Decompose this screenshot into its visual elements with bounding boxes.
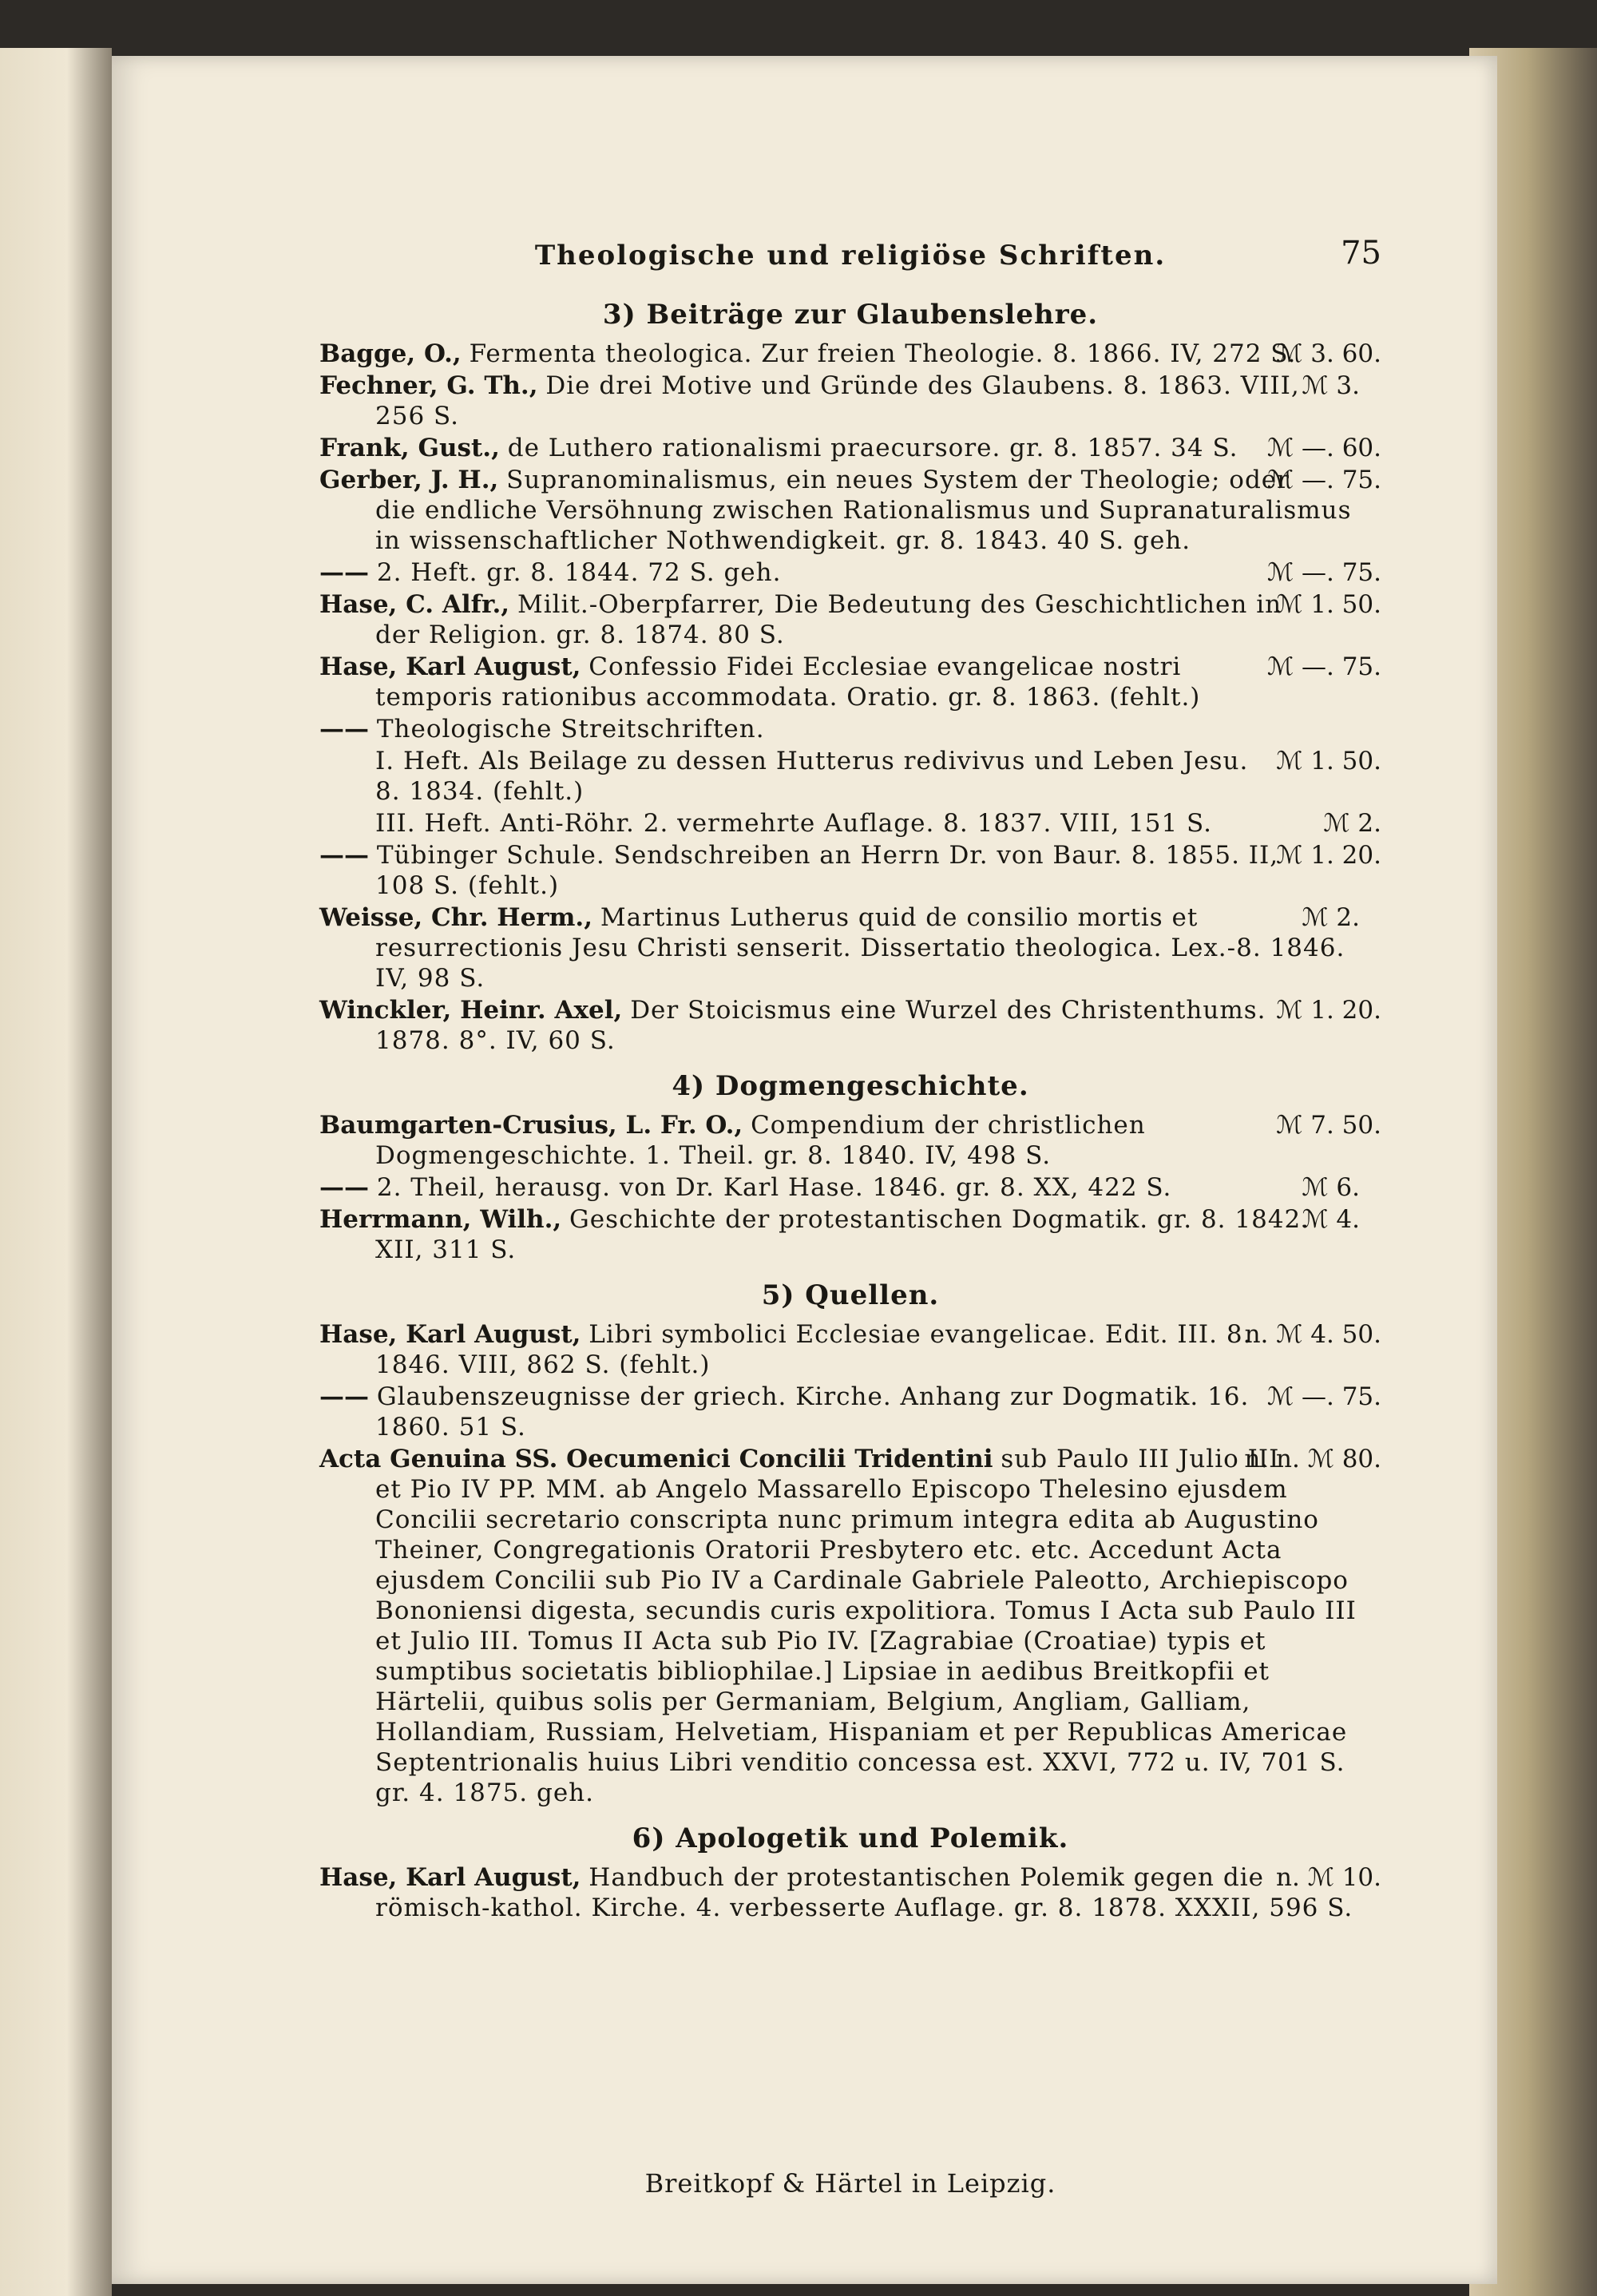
entry-author: Frank, Gust., (319, 434, 500, 462)
entry-text: Theologische Streitschriften. (376, 715, 765, 744)
entry-text: Confessio Fidei Ecclesiae evangelicae nostri temporis rationibus accommodata. Oratio. gr. 8. 1863. (fehlt.) (375, 652, 1201, 712)
catalog-entry (319, 995, 1381, 1056)
catalog-entry (319, 1110, 1381, 1171)
entry-price: ℳ 1. 50. (1276, 747, 1381, 775)
entry-text: de Luthero rationalismi praecursore. gr. 8. 1857. 34 S. (507, 434, 1238, 462)
catalog-entry (319, 465, 1381, 556)
entry-price: n. n. ℳ 80. (1244, 1445, 1381, 1473)
entry-text: I. Heft. Als Beilage zu dessen Hutterus redivivus und Leben Jesu. 8. 1834. (fehlt.) (375, 747, 1249, 806)
entry-price: ℳ —. 60. (1266, 434, 1381, 462)
catalog-entry (319, 1862, 1381, 1923)
catalog-entry (319, 1319, 1381, 1380)
left-page-edge (0, 48, 112, 2296)
entry-text: Martinus Lutherus quid de consilio mortis et resurrectionis Jesu Christi senserit. Dissertatio theologica. Lex.-8. 1846. IV, 98 S. (375, 903, 1345, 993)
entry-text: sub Paulo III Julio III et Pio IV PP. MM. ab Angelo Massarello Episcopo Thelesino ejusdem Concilii secretario conscripta nunc primum integra edita ab Augustino Theiner, Congregationis Oratorii Presbytero etc. etc. Accedunt Acta ejusdem Concilii sub Pio IV a Cardinale Gabriele Paleotto, Archiepiscopo Bononiensi digesta, secundis curis expolitiora. Tomus I Acta sub Paulo III et Julio III. Tomus II Acta sub Pio IV. [Zagrabiae (Croatiae) typis et sumptibus societatis bibliophilae.] Lipsiae in aedibus Breitkopfii et Härtelii, quibus solis per Germaniam, Belgium, Angliam, Galliam, Hollandiam, Russiam, Helvetiam, Hispaniam et per Republicas Americae Septentrionalis huius Libri venditio concessa est. XXVI, 772 u. IV, 701 S. gr. 4. 1875. geh. (375, 1445, 1357, 1807)
entry-price: ℳ 1. 20. (1276, 996, 1381, 1025)
entry-author: Hase, C. Alfr., (319, 590, 510, 619)
catalog-entry (319, 746, 1381, 807)
entry-text: Geschichte der protestantischen Dogmatik. gr. 8. 1842. XII, 311 S. (375, 1205, 1310, 1264)
entry-author: Acta Genuina SS. Oecumenici Concilii Tridentini (319, 1445, 993, 1473)
catalog-entry (319, 652, 1381, 712)
catalog-entry (319, 808, 1381, 839)
entry-price: ℳ 4. (1302, 1205, 1361, 1234)
entry-author: —— (319, 841, 369, 870)
catalog-entry (319, 339, 1381, 369)
entry-price: ℳ —. 75. (1266, 466, 1381, 494)
catalog-entry (319, 1444, 1381, 1808)
entry-text: 2. Heft. gr. 8. 1844. 72 S. geh. (376, 558, 782, 587)
entry-author: Fechner, G. Th., (319, 371, 538, 400)
entry-text: 2. Theil, herausg. von Dr. Karl Hase. 1846. gr. 8. XX, 422 S. (376, 1173, 1172, 1202)
entry-author: Bagge, O., (319, 339, 462, 368)
entry-author: —— (319, 715, 369, 744)
catalog-sections (319, 299, 1381, 1923)
entry-author: Hase, Karl August, (319, 652, 581, 681)
entry-text: Handbuch der protestantischen Polemik gegen die römisch-kathol. Kirche. 4. verbesserte Auflage. gr. 8. 1878. XXXII, 596 S. (375, 1863, 1353, 1922)
entry-price: ℳ 1. 50. (1276, 590, 1381, 619)
entry-price: ℳ 2. (1302, 903, 1361, 932)
entry-text: Der Stoicismus eine Wurzel des Christenthums. 1878. 8°. IV, 60 S. (375, 996, 1266, 1055)
entry-text: Compendium der christlichen Dogmengeschichte. 1. Theil. gr. 8. 1840. IV, 498 S. (375, 1111, 1146, 1170)
page-number: 75 (1341, 235, 1381, 272)
entry-text: Glaubenszeugnisse der griech. Kirche. Anhang zur Dogmatik. 16. 1860. 51 S. (375, 1382, 1250, 1441)
catalog-entry (319, 433, 1381, 463)
entry-author: Hase, Karl August, (319, 1863, 581, 1892)
entry-text: Libri symbolici Ecclesiae evangelicae. Edit. III. 8. 1846. VIII, 862 S. (fehlt.) (375, 1320, 1252, 1379)
book-page (112, 56, 1497, 2284)
catalog-entry (319, 902, 1381, 993)
entry-author: Baumgarten-Crusius, L. Fr. O., (319, 1111, 743, 1140)
entry-text: III. Heft. Anti-Röhr. 2. vermehrte Auflage. 8. 1837. VIII, 151 S. (375, 809, 1213, 838)
entry-author: Herrmann, Wilh., (319, 1205, 562, 1234)
catalog-entry (319, 840, 1381, 901)
entry-text: Milit.-Oberpfarrer, Die Bedeutung des Geschichtlichen in der Religion. gr. 8. 1874. 80 S. (375, 590, 1282, 649)
entry-price: ℳ 3. (1302, 371, 1361, 400)
catalog-entry (319, 714, 1381, 744)
entry-price: ℳ 1. 20. (1276, 841, 1381, 870)
entry-price: ℳ —. 75. (1266, 652, 1381, 681)
entry-author: Winckler, Heinr. Axel, (319, 996, 623, 1025)
section-heading: 4) Dogmengeschichte. (672, 1070, 1029, 1102)
entry-price: ℳ 2. (1323, 809, 1381, 838)
entry-author: Weisse, Chr. Herm., (319, 903, 593, 932)
entry-price: ℳ —. 75. (1266, 1382, 1381, 1411)
catalog-entry (319, 1172, 1381, 1203)
entry-author: Hase, Karl August, (319, 1320, 581, 1349)
catalog-entry (319, 1204, 1381, 1265)
section-heading: 3) Beiträge zur Glaubenslehre. (602, 299, 1099, 331)
catalog-entry (319, 557, 1381, 588)
catalog-entry (319, 1382, 1381, 1442)
page-content (319, 224, 1381, 2199)
entry-text: Fermenta theologica. Zur freien Theologie. 8. 1866. IV, 272 S. (469, 339, 1297, 368)
catalog-entry (319, 589, 1381, 650)
entry-price: n. ℳ 10. (1276, 1863, 1381, 1892)
entry-author: —— (319, 558, 369, 587)
entry-author: —— (319, 1173, 369, 1202)
entry-price: ℳ 7. 50. (1276, 1111, 1381, 1140)
entry-price: ℳ —. 75. (1266, 558, 1381, 587)
entry-price: n. ℳ 4. 50. (1244, 1320, 1381, 1349)
entry-text: Tübinger Schule. Sendschreiben an Herrn Dr. von Baur. 8. 1855. II, 108 S. (fehlt.) (375, 841, 1279, 900)
entry-price: ℳ 6. (1302, 1173, 1361, 1202)
entry-text: Supranominalismus, ein neues System der Theologie; oder die endliche Versöhnung zwischen Rationalismus und Supranaturalismus in wissenschaftlicher Nothwendigkeit. gr. 8. 1843. 40 S. geh. (375, 466, 1352, 555)
entry-price: ℳ 3. 60. (1276, 339, 1381, 368)
catalog-entry (319, 371, 1381, 431)
section-heading: 5) Quellen. (761, 1279, 940, 1311)
publisher-footer: Breitkopf & Härtel in Leipzig. (644, 2168, 1056, 2199)
entry-author: Gerber, J. H., (319, 466, 499, 494)
entry-text: Die drei Motive und Gründe des Glaubens. 8. 1863. VIII, 256 S. (375, 371, 1300, 430)
entry-author: —— (319, 1382, 369, 1411)
section-heading: 6) Apologetik und Polemik. (632, 1822, 1069, 1854)
running-title: Theologische und religiöse Schriften. (534, 240, 1167, 272)
running-header (319, 224, 1381, 272)
